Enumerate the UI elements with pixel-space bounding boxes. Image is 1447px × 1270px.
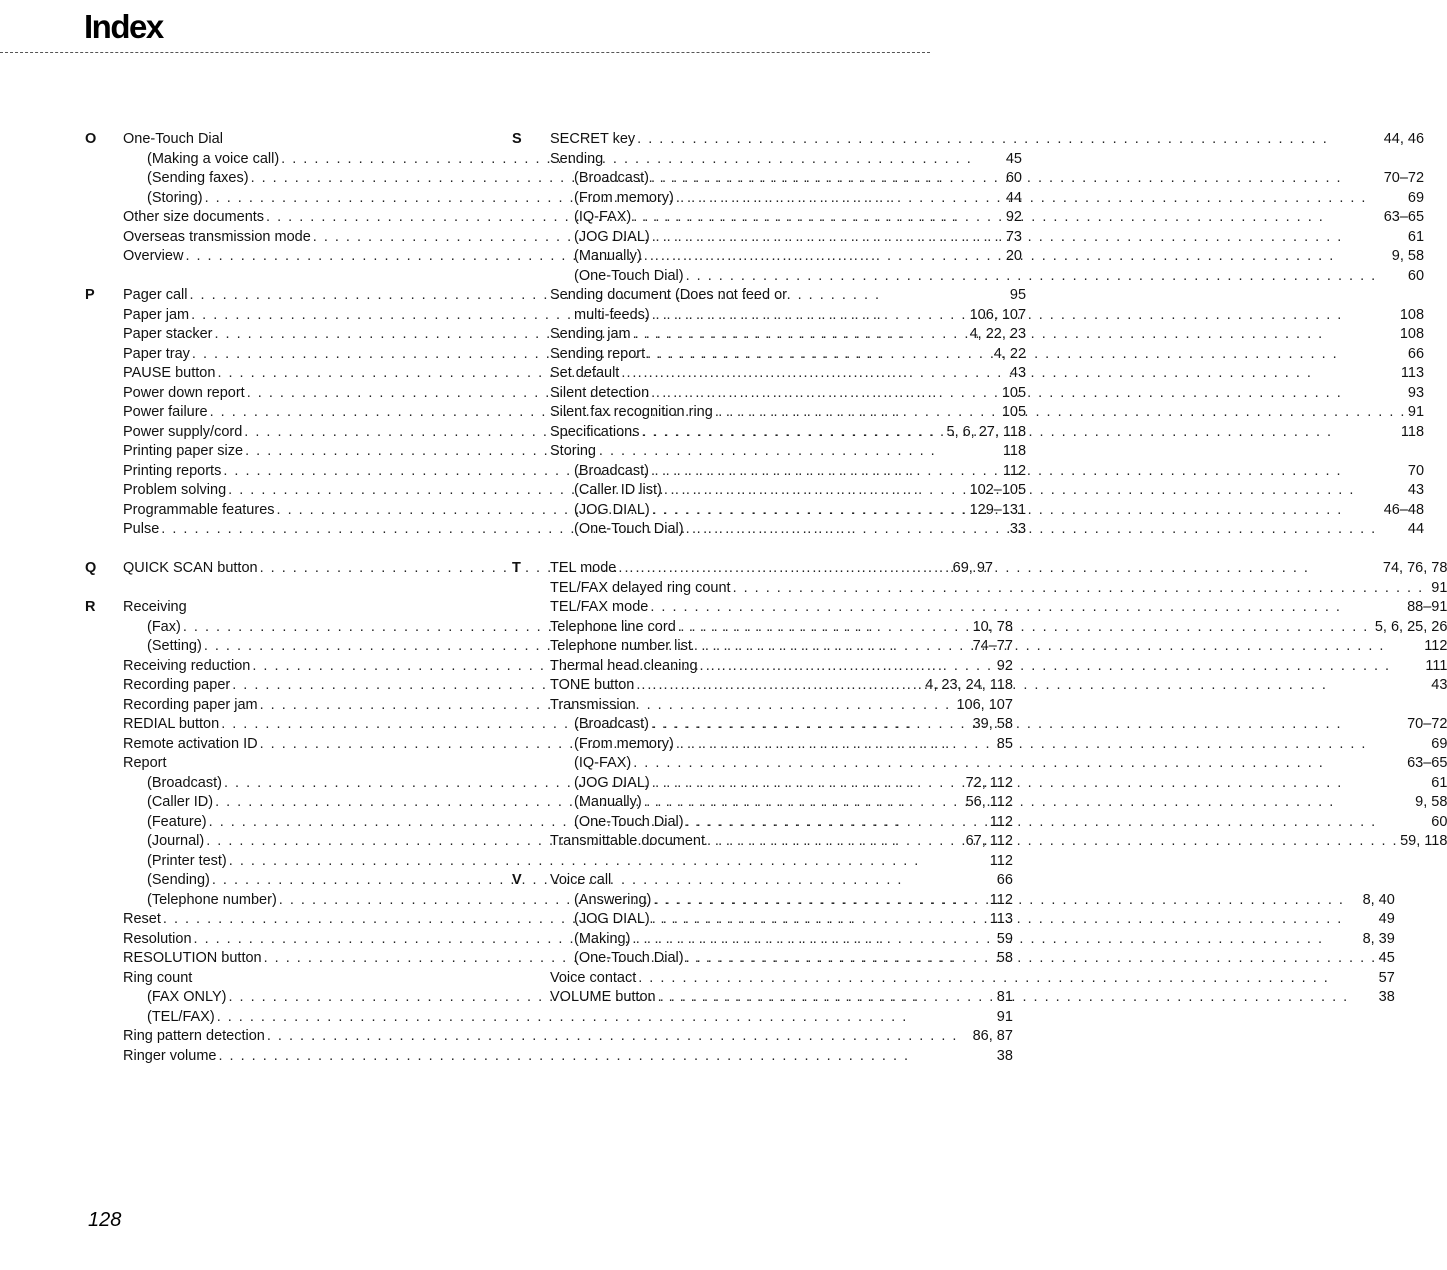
dot-leader — [647, 345, 1406, 365]
entry-term: Reset — [123, 911, 161, 927]
dot-leader — [644, 247, 1390, 267]
entry-pages: 33 — [1009, 521, 1027, 537]
dot-leader — [618, 559, 1381, 579]
entry-pages: 106, 107 — [969, 306, 1027, 323]
index-subentry — [550, 462, 1424, 482]
entry-term: Pager call — [123, 287, 188, 303]
section-letter: T — [512, 560, 521, 576]
entry-pages: 91 — [1431, 579, 1447, 596]
entry-term: Power failure — [123, 404, 208, 420]
dot-leader — [633, 754, 1405, 774]
entry-pages: 108 — [1399, 306, 1425, 323]
index-subentry — [550, 247, 1424, 267]
entry-term: multi-feeds) — [574, 306, 650, 323]
entry-pages: 70 — [1407, 462, 1425, 479]
entry-pages: 9, 58 — [1391, 248, 1425, 264]
entry-pages: 39, 58 — [972, 716, 1013, 732]
entry-term: PAUSE button — [123, 365, 216, 381]
entry-term: Resolution — [123, 930, 192, 947]
entry-term: Transmittable document — [550, 833, 706, 849]
entry-term: Recording paper jam — [123, 696, 258, 713]
index-entry — [550, 384, 1424, 404]
dot-leader — [700, 657, 1424, 677]
entry-term: (One-Touch Dial) — [574, 950, 684, 966]
entry-pages: 45 — [1378, 950, 1395, 966]
dot-leader — [678, 618, 1373, 638]
dot-leader — [694, 637, 1422, 657]
entry-pages: 91 — [1407, 404, 1425, 420]
page-title: Index — [84, 8, 163, 45]
entry-term: Paper jam — [123, 306, 190, 323]
entry-pages: 105 — [1001, 404, 1027, 420]
entry-term: TONE button — [550, 677, 635, 693]
entry-pages: 61 — [1431, 774, 1447, 791]
entry-term: RESOLUTION button — [123, 950, 262, 966]
entry-pages: 113 — [1400, 365, 1425, 381]
index-entry — [550, 598, 1447, 618]
entry-pages: 9, 58 — [1415, 794, 1447, 810]
entry-term: (IQ-FAX) — [574, 755, 632, 771]
entry-term: TEL/FAX delayed ring count — [550, 579, 731, 596]
entry-pages: 93 — [1407, 384, 1425, 401]
entry-pages: 72, 112 — [965, 774, 1013, 791]
index-subentry — [550, 520, 1424, 540]
entry-term: (One-Touch Dial) — [574, 813, 684, 830]
dot-leader — [638, 969, 1376, 989]
index-entry — [550, 579, 1447, 599]
dot-leader — [676, 735, 1429, 755]
dot-leader — [652, 501, 1382, 521]
index-subentry — [550, 208, 1424, 228]
index-entry — [550, 286, 1424, 306]
index-entry — [123, 1027, 1013, 1047]
dot-leader — [651, 384, 1406, 404]
entry-pages: 46–48 — [1383, 501, 1425, 518]
dot-leader — [652, 306, 1398, 326]
dot-leader — [633, 208, 1382, 228]
entry-pages: 8, 39 — [1362, 930, 1395, 947]
entry-term: Specifications — [550, 423, 640, 440]
entry-term: Voice call — [550, 872, 612, 888]
entry-pages: 112 — [989, 891, 1013, 908]
entry-term: (One-Touch Dial) — [574, 267, 684, 284]
index-entry — [550, 871, 1395, 891]
entry-term: (Setting) — [147, 638, 202, 654]
entry-pages: 106, 107 — [956, 696, 1013, 713]
entry-term: Programmable features — [123, 501, 275, 518]
entry-pages: 57 — [1378, 969, 1395, 986]
entry-pages: 49 — [1378, 911, 1395, 927]
index-entry — [550, 637, 1447, 657]
entry-pages: 60 — [1407, 267, 1425, 284]
index-entry — [550, 130, 1424, 150]
entry-pages: 5, 6, 25, 26 — [1374, 618, 1447, 635]
entry-term: (Making) — [574, 930, 631, 947]
entry-term: Receiving — [123, 599, 187, 615]
index-entry — [550, 423, 1424, 443]
entry-term: (JOG DIAL) — [574, 774, 650, 791]
entry-pages: 74, 76, 78 — [1382, 560, 1447, 576]
entry-pages: 95 — [1009, 287, 1027, 303]
index-subentry — [550, 774, 1447, 794]
entry-term: Report — [123, 755, 167, 771]
entry-pages: 113 — [989, 911, 1013, 927]
dot-leader — [652, 774, 1430, 794]
entry-pages: 86, 87 — [972, 1028, 1013, 1044]
index-entry — [550, 676, 1447, 696]
index-subentry — [550, 813, 1447, 833]
entry-pages: 43 — [1009, 365, 1027, 381]
entry-term: Telephone line cord — [550, 618, 676, 635]
entry-pages: 118 — [1400, 423, 1425, 440]
entry-term: Overview — [123, 248, 184, 264]
entry-pages: 112 — [1424, 638, 1447, 654]
index-subentry — [550, 891, 1395, 911]
dot-leader — [715, 403, 1406, 423]
entry-term: (IQ-FAX) — [574, 209, 632, 225]
entry-term: Overseas transmission mode — [123, 228, 311, 245]
entry-term: (Storing) — [147, 189, 203, 206]
index-subentry — [550, 754, 1447, 774]
section-entries — [550, 871, 1395, 1008]
entry-pages: 118 — [1002, 443, 1027, 459]
entry-term: Voice contact — [550, 969, 637, 986]
dot-leader — [651, 715, 1405, 735]
dot-leader — [651, 169, 1382, 189]
entry-term: (JOG DIAL) — [574, 911, 650, 927]
entry-term: Transmission — [550, 696, 636, 713]
entry-term: Set default — [550, 365, 620, 381]
index-subentry — [550, 228, 1424, 248]
title-divider — [0, 52, 930, 53]
index-subentry — [550, 930, 1395, 950]
entry-pages: 69 — [1431, 735, 1447, 752]
page-number: 128 — [88, 1209, 122, 1231]
entry-term: Power down report — [123, 384, 245, 401]
entry-term: Power supply/cord — [123, 423, 243, 440]
entry-pages: 70–72 — [1407, 716, 1447, 732]
entry-term: Sending report — [550, 345, 646, 362]
entry-term: Paper tray — [123, 345, 190, 362]
entry-term: Thermal head cleaning — [550, 657, 698, 674]
entry-pages: 112 — [989, 852, 1013, 869]
dot-leader — [652, 228, 1406, 248]
dot-leader — [652, 910, 1377, 930]
entry-pages: 63–65 — [1383, 209, 1425, 225]
entry-term: TEL/FAX mode — [550, 599, 649, 615]
index-entry — [550, 988, 1395, 1008]
entry-term: (Broadcast) — [574, 462, 649, 479]
entry-pages: 59 — [996, 930, 1013, 947]
index-entry — [550, 403, 1424, 423]
entry-pages: 111 — [1425, 657, 1447, 674]
entry-pages: 45 — [1005, 150, 1022, 167]
index-subentry — [550, 481, 1424, 501]
entry-pages: 8, 40 — [1362, 891, 1395, 908]
entry-pages: 112 — [989, 813, 1013, 830]
entry-term: (Answering) — [574, 891, 652, 908]
index-subentry — [550, 949, 1395, 969]
entry-term: Printing reports — [123, 462, 222, 479]
entry-term: VOLUME button — [550, 989, 656, 1005]
dot-leader — [686, 520, 1406, 540]
entry-pages: 58 — [996, 950, 1013, 966]
entry-term: (Printer test) — [147, 852, 227, 869]
entry-pages: 20 — [1005, 248, 1022, 264]
dot-leader — [651, 462, 1406, 482]
dot-leader — [686, 813, 1430, 833]
entry-pages: 60 — [1431, 813, 1447, 830]
entry-pages: 60 — [1005, 170, 1022, 186]
index-entry — [550, 696, 1447, 716]
dot-leader — [686, 949, 1377, 969]
index-subentry — [550, 306, 1424, 326]
index-subentry — [550, 735, 1447, 755]
entry-pages: 112 — [1002, 462, 1027, 479]
dot-leader — [707, 832, 1398, 852]
index-entry — [550, 657, 1447, 677]
entry-term: (Sending faxes) — [147, 170, 249, 186]
index-entry — [550, 150, 1424, 170]
entry-pages: 63–65 — [1407, 755, 1447, 771]
entry-pages: 43 — [1407, 482, 1425, 498]
index-subentry — [550, 169, 1424, 189]
entry-term: Printing paper size — [123, 443, 244, 459]
entry-term: TEL mode — [550, 560, 617, 576]
entry-pages: 66 — [996, 872, 1013, 888]
entry-term: QUICK SCAN button — [123, 560, 258, 576]
entry-term: Pulse — [123, 521, 160, 537]
entry-pages: 129–131 — [969, 501, 1027, 518]
dot-leader — [633, 325, 1398, 345]
dot-leader — [676, 189, 1406, 209]
entry-term: (Caller ID list) — [574, 482, 662, 498]
dot-leader — [267, 1027, 971, 1047]
entry-pages: 61 — [1407, 228, 1425, 245]
index-entry — [123, 1047, 1013, 1067]
entry-term: (Fax) — [147, 618, 181, 635]
entry-pages: 88–91 — [1407, 599, 1447, 615]
section-letter: R — [85, 599, 96, 615]
index-entry — [550, 969, 1395, 989]
section-letter: P — [85, 287, 95, 303]
dot-leader — [653, 891, 1360, 911]
dot-leader — [637, 130, 1382, 150]
entry-term: (JOG DIAL) — [574, 501, 650, 518]
index-entry — [550, 364, 1424, 384]
dot-leader — [632, 930, 1360, 950]
entry-term: (Manually) — [574, 794, 642, 810]
entry-term: Sending document (Does not feed or — [550, 287, 787, 303]
section-entries — [550, 559, 1447, 852]
entry-pages: 81 — [996, 989, 1013, 1005]
entry-pages: 4, 22, 23 — [969, 326, 1027, 342]
entry-term: SECRET key — [550, 131, 636, 147]
entry-term: (From memory) — [574, 189, 674, 206]
entry-term: Storing — [550, 443, 596, 459]
index-subentry — [550, 267, 1424, 287]
entry-pages: 66 — [1407, 345, 1425, 362]
entry-pages: 43 — [1431, 677, 1447, 693]
entry-term: (One-Touch Dial) — [574, 521, 684, 537]
index-subentry — [550, 793, 1447, 813]
section-entries — [550, 130, 1424, 540]
index-subentry — [550, 715, 1447, 735]
entry-term: (Broadcast) — [147, 774, 222, 791]
entry-term: Remote activation ID — [123, 735, 258, 752]
entry-pages: 67, 112 — [965, 833, 1013, 849]
index-entry — [550, 442, 1424, 462]
entry-term: (TEL/FAX) — [147, 1008, 215, 1025]
entry-pages: 102–105 — [969, 482, 1027, 498]
entry-term: Silent fax recognition ring — [550, 404, 713, 420]
entry-term: (Caller ID) — [147, 794, 214, 810]
dot-leader — [650, 598, 1405, 618]
index-entry — [550, 559, 1447, 579]
entry-pages: 69, 97 — [952, 560, 993, 576]
dot-leader — [664, 481, 1406, 501]
entry-term: Recording paper — [123, 677, 231, 693]
entry-pages: 4, 22 — [993, 345, 1027, 362]
entry-term: Ring pattern detection — [123, 1028, 265, 1044]
section-letter: V — [512, 872, 522, 888]
entry-term: (JOG DIAL) — [574, 228, 650, 245]
entry-pages: 73 — [1005, 228, 1022, 245]
entry-pages: 44 — [1005, 189, 1022, 206]
section-letter: S — [512, 131, 522, 147]
entry-term: (FAX ONLY) — [147, 989, 227, 1005]
entry-term: Problem solving — [123, 482, 227, 498]
entry-pages: 85 — [996, 735, 1013, 752]
entry-term: (From memory) — [574, 735, 674, 752]
entry-pages: 5, 6, 27, 118 — [946, 423, 1027, 440]
section-letter: Q — [85, 560, 97, 576]
dot-leader — [219, 1047, 995, 1067]
entry-pages: 4, 23, 24, 118 — [925, 677, 1013, 693]
entry-pages: 92 — [1005, 209, 1022, 225]
entry-pages: 108 — [1399, 326, 1425, 342]
entry-pages: 70–72 — [1383, 170, 1425, 186]
entry-pages: 56, 112 — [965, 794, 1013, 810]
entry-term: Silent detection — [550, 384, 650, 401]
dot-leader — [641, 423, 1398, 443]
entry-pages: 69 — [1407, 189, 1425, 206]
entry-term: REDIAL button — [123, 716, 220, 732]
entry-pages: 92 — [996, 657, 1013, 674]
entry-term: (Journal) — [147, 833, 205, 849]
entry-term: Ringer volume — [123, 1047, 217, 1064]
entry-term: (Broadcast) — [574, 170, 649, 186]
dot-leader — [636, 676, 1429, 696]
index-subentry — [550, 189, 1424, 209]
entry-term: (Telephone number) — [147, 891, 277, 908]
entry-term: (Broadcast) — [574, 716, 649, 732]
index-subentry — [550, 501, 1424, 521]
entry-term: Sending — [550, 150, 604, 167]
index-subentry — [550, 910, 1395, 930]
entry-pages: 74–77 — [972, 638, 1013, 654]
section-letter: O — [85, 131, 97, 147]
entry-term: Paper stacker — [123, 326, 213, 342]
dot-leader — [686, 267, 1406, 287]
dot-leader — [733, 579, 1430, 599]
index-entry — [550, 618, 1447, 638]
entry-term: (Making a voice call) — [147, 150, 280, 167]
entry-term: (Sending) — [147, 872, 210, 888]
entry-pages: 91 — [996, 1008, 1013, 1025]
entry-term: One-Touch Dial — [123, 131, 223, 147]
entry-pages: 38 — [996, 1047, 1013, 1064]
entry-term: (Manually) — [574, 248, 642, 264]
dot-leader — [644, 793, 1413, 813]
entry-term: Ring count — [123, 969, 193, 986]
dot-leader — [621, 364, 1399, 384]
entry-pages: 38 — [1378, 989, 1395, 1005]
entry-pages: 44, 46 — [1383, 131, 1425, 147]
entry-term: Sending jam — [550, 326, 631, 342]
dot-leader — [658, 988, 1377, 1008]
entry-term: (Feature) — [147, 813, 207, 830]
entry-term: Receiving reduction — [123, 657, 251, 674]
entry-pages: 10, 78 — [972, 618, 1013, 635]
entry-pages: 44 — [1407, 521, 1425, 537]
entry-pages: 105 — [1001, 384, 1027, 401]
index-entry — [550, 345, 1424, 365]
index-entry — [550, 325, 1424, 345]
index-entry — [550, 832, 1447, 852]
entry-term: Telephone number list — [550, 638, 692, 654]
entry-pages: 59, 118 — [1400, 833, 1447, 849]
entry-term: Other size documents — [123, 209, 265, 225]
